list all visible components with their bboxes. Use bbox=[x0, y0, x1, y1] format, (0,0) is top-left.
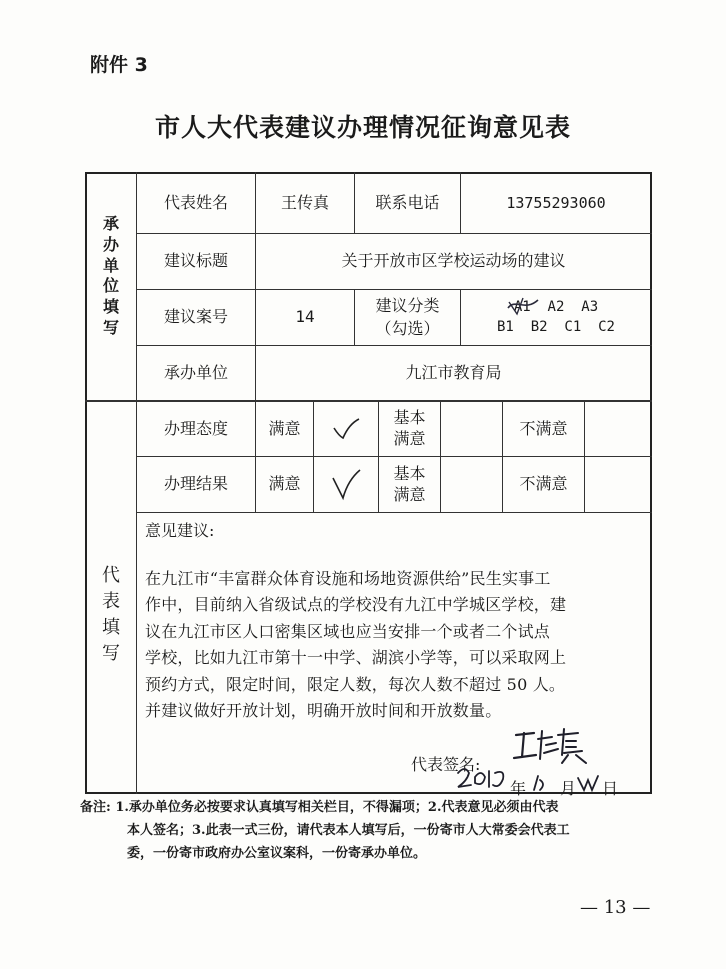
name-label: 代表姓名 bbox=[163, 193, 228, 213]
result-label: 办理结果 bbox=[163, 474, 228, 494]
handwritten-day bbox=[576, 772, 602, 794]
handwritten-month bbox=[526, 772, 560, 794]
footnote-line: 备注: 1.承办单位务必按要求认真填写相关栏目，不得漏项；2.代表意见必须由代表 bbox=[80, 800, 559, 815]
result-satisfied-checkbox[interactable] bbox=[314, 457, 378, 512]
subject-value: 关于开放市区学校运动场的建议 bbox=[341, 251, 566, 271]
case-value: 14 bbox=[295, 307, 315, 327]
opinion-text bbox=[145, 566, 645, 724]
opinion-label: 意见建议: bbox=[145, 521, 215, 540]
signature-label: 代表签名: bbox=[411, 755, 481, 774]
footnote-line: 本人签名；3.此表一式三份，请代表本人填写后，一份寄市人大常委会代表工 bbox=[127, 822, 570, 838]
page-number: — 13 — bbox=[580, 897, 651, 918]
date-month-char: 月 bbox=[560, 779, 577, 798]
date-line bbox=[510, 772, 618, 799]
case-label: 建议案号 bbox=[163, 307, 228, 327]
category-options-line-1: A1 A2 A3 bbox=[513, 298, 599, 315]
handwritten-year bbox=[455, 763, 515, 793]
basic-line-2: 满意 bbox=[393, 484, 426, 504]
category-options-line-2: B1 B2 C1 C2 bbox=[496, 318, 615, 335]
attitude-satisfied-checkbox[interactable] bbox=[314, 402, 378, 456]
attachment-label: 附件 3 bbox=[90, 54, 148, 76]
check-mark-icon bbox=[331, 416, 361, 442]
name-value: 王传真 bbox=[280, 193, 329, 213]
date-year-char: 年 bbox=[510, 779, 527, 798]
attitude-unsatisfied-checkbox[interactable] bbox=[585, 402, 651, 456]
row-divider bbox=[136, 512, 652, 513]
attitude-basic-label bbox=[379, 402, 440, 456]
section-label-representative: 代表填写 bbox=[102, 565, 120, 665]
result-basic-checkbox[interactable] bbox=[441, 457, 502, 512]
result-basic-label bbox=[379, 457, 440, 512]
opinion-line: 在九江市“丰富群众体育设施和场地资源供给”民生实事工 bbox=[145, 569, 551, 588]
opinion-line: 预约方式，限定时间，限定人数，每次人数不超过 50 人。 bbox=[145, 674, 566, 694]
attitude-basic-checkbox[interactable] bbox=[441, 402, 502, 456]
result-unsatisfied-label: 不满意 bbox=[519, 474, 568, 494]
category-options bbox=[461, 290, 651, 345]
basic-line-2: 满意 bbox=[393, 429, 426, 448]
subject-label: 建议标题 bbox=[163, 251, 228, 271]
check-mark-icon bbox=[330, 468, 362, 502]
basic-line-1: 基本 bbox=[393, 408, 426, 428]
phone-label: 联系电话 bbox=[375, 193, 440, 213]
selected-category-mark bbox=[505, 294, 541, 318]
unit-label: 承办单位 bbox=[163, 362, 228, 382]
date-day-char: 日 bbox=[602, 779, 619, 798]
opinion-line: 议在九江市区人口密集区域也应当安排一个或者二个试点 bbox=[145, 621, 551, 641]
attitude-satisfied-label: 满意 bbox=[268, 418, 301, 438]
opinion-line: 作中，目前纳入省级试点的学校没有九江中学城区学校，建 bbox=[145, 595, 567, 615]
opinion-line: 学校，比如九江市第十一中学、湖滨小学等，可以采取网上 bbox=[145, 648, 567, 668]
attitude-label: 办理态度 bbox=[163, 418, 228, 438]
category-label bbox=[355, 290, 460, 345]
footnote bbox=[80, 797, 660, 865]
result-unsatisfied-checkbox[interactable] bbox=[585, 457, 651, 512]
phone-value: 13755293060 bbox=[506, 194, 606, 212]
result-satisfied-label: 满意 bbox=[268, 474, 301, 494]
category-label-line-1: 建议分类 bbox=[375, 296, 440, 316]
attitude-unsatisfied-label: 不满意 bbox=[519, 418, 568, 438]
footnote-line: 委，一份寄市政府办公室议案科，一份寄承办单位。 bbox=[127, 845, 427, 861]
opinion-line: 并建议做好开放计划，明确开放时间和开放数量。 bbox=[145, 700, 502, 720]
handwritten-signature bbox=[512, 725, 592, 765]
basic-line-1: 基本 bbox=[393, 463, 426, 483]
unit-value: 九江市教育局 bbox=[405, 362, 502, 382]
category-label-line-2: （勾选） bbox=[375, 318, 440, 338]
form-title: 市人大代表建议办理情况征询意见表 bbox=[154, 113, 571, 142]
section-label-undertaking: 承办单位填写 bbox=[102, 214, 119, 337]
